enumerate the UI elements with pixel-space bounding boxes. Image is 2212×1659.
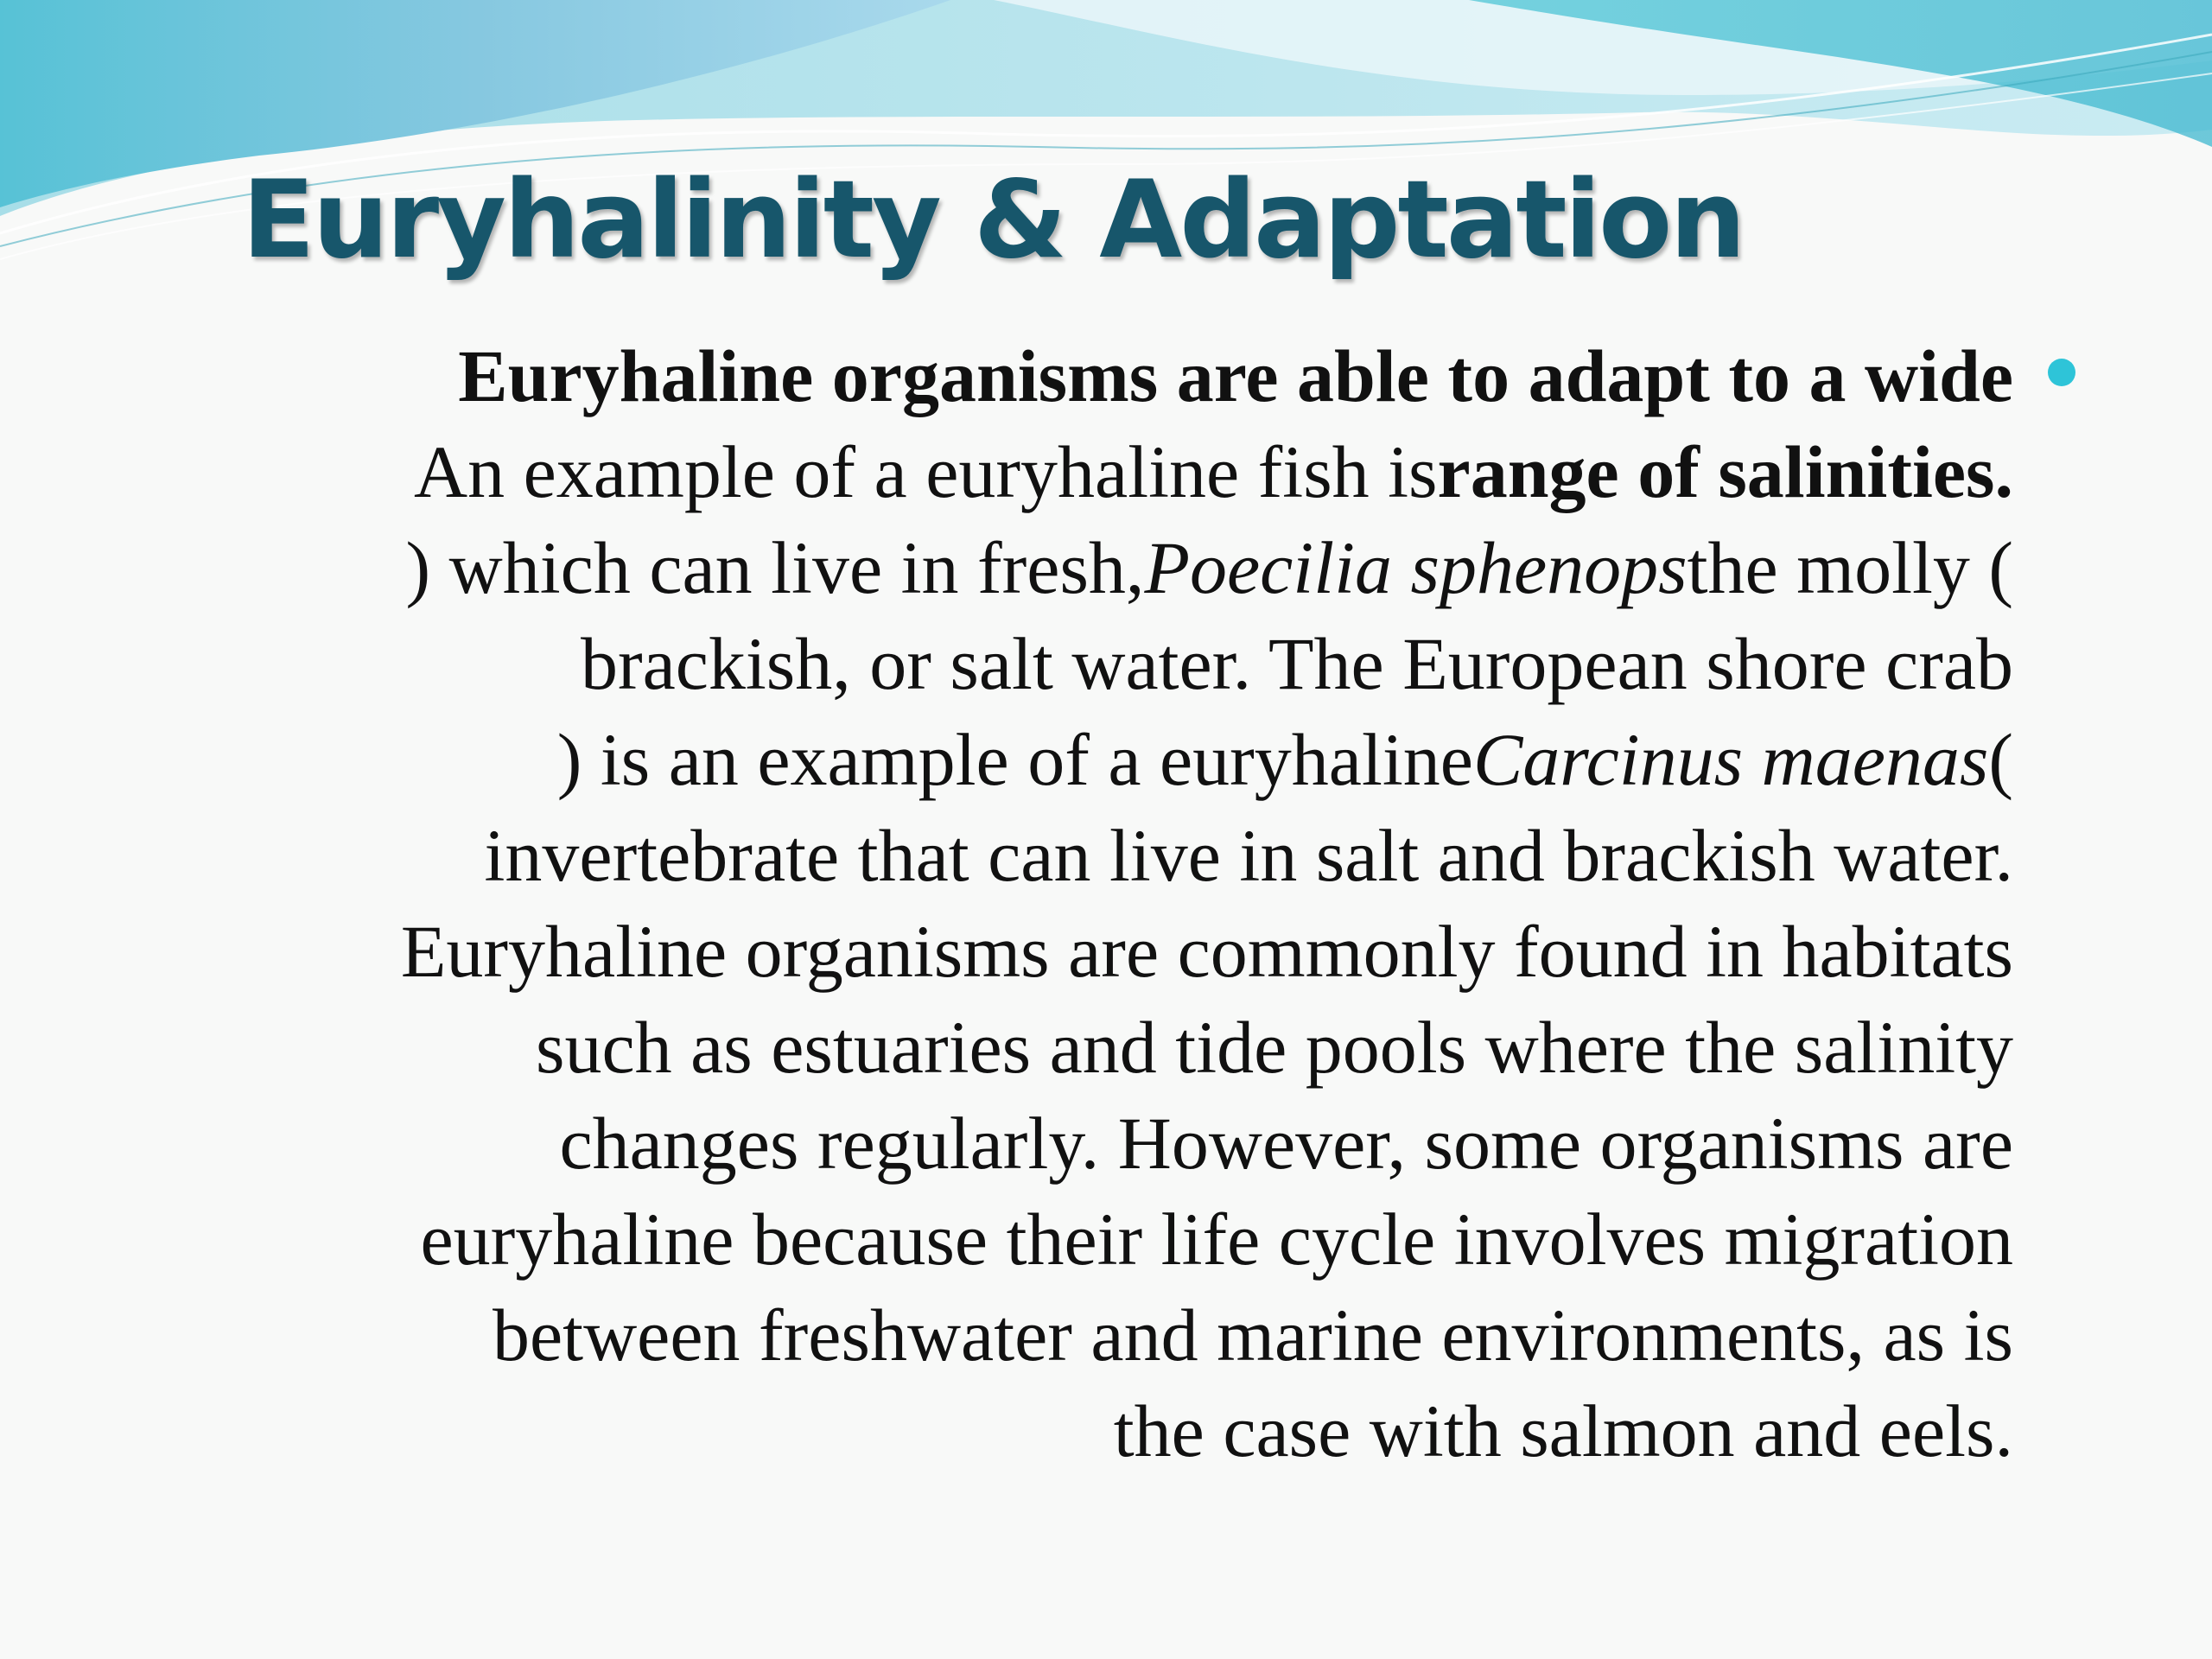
paragraph-line	[130, 1192, 2013, 1287]
paragraph-line	[130, 904, 2013, 1000]
body-paragraph	[130, 328, 2013, 1486]
text-segment: such as estuaries and tide pools where the salinity	[535, 1006, 2013, 1089]
text-segment: invertebrate that can live in salt and brackish water.	[484, 814, 2013, 897]
paragraph-line	[130, 1383, 2013, 1479]
species-name: Poecilia sphenops	[1144, 526, 1688, 609]
text-segment: (	[1988, 718, 2013, 801]
paragraph-line	[130, 712, 2013, 808]
text-segment: changes regularly. However, some organisms are	[559, 1102, 2013, 1185]
text-segment: ) is an example of a euryhaline	[556, 718, 1473, 801]
text-segment: the case with salmon and eels.	[1113, 1389, 2013, 1472]
text-segment: range of salinities.	[1437, 430, 2013, 513]
slide-title: Euryhalinity & Adaptation	[242, 158, 1744, 283]
paragraph-line	[130, 424, 2013, 520]
species-name: Carcinus maenas	[1472, 718, 1989, 801]
bullet-icon	[2048, 359, 2075, 386]
paragraph-line	[130, 616, 2013, 712]
text-segment: euryhaline because their life cycle involves migration	[420, 1198, 2013, 1281]
paragraph-line	[130, 1000, 2013, 1096]
text-segment: the molly (	[1687, 526, 2013, 609]
text-segment: brackish, or salt water. The European shore crab	[580, 622, 2013, 705]
text-segment: An example of a euryhaline fish is	[399, 430, 1438, 513]
text-segment: between freshwater and marine environments, as is	[493, 1294, 2013, 1376]
text-segment: ) which can live in fresh,	[405, 526, 1145, 609]
paragraph-line	[130, 328, 2013, 424]
text-segment: Euryhaline organisms are able to adapt to a wide	[458, 334, 2013, 417]
paragraph-line	[130, 1287, 2013, 1383]
paragraph-line	[130, 1096, 2013, 1192]
paragraph-line	[130, 808, 2013, 904]
paragraph-line	[130, 520, 2013, 616]
text-segment: Euryhaline organisms are commonly found in habitats	[400, 910, 2013, 993]
